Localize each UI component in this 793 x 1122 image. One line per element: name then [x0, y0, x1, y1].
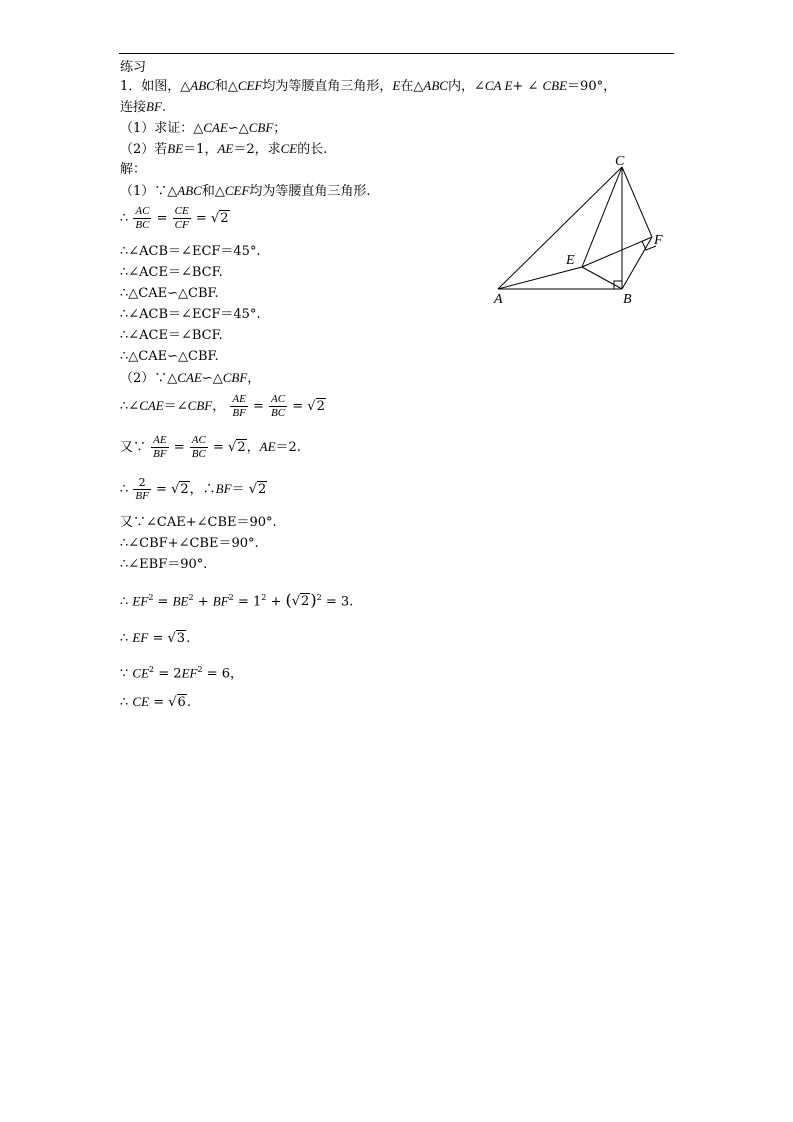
- label-f: F: [654, 233, 663, 248]
- solution-step-5: ∴△CAE∽△CBF.: [120, 286, 219, 301]
- problem-line-2: 连接BF.: [120, 99, 167, 115]
- solution-step-9: （2）∵△CAE∽△CBF，: [120, 370, 261, 386]
- section-header: 练习: [120, 60, 147, 75]
- solution-step-6: ∴∠ACB＝∠ECF＝45°.: [120, 307, 261, 322]
- segment-be: [582, 267, 622, 289]
- label-c: C: [615, 154, 625, 169]
- segment-cf: [622, 167, 652, 237]
- solution-step-1: （1）∵△ABC和△CEF均为等腰直角三角形.: [120, 183, 371, 199]
- solution-step-8: ∴△CAE∽△CBF.: [120, 349, 219, 364]
- label-a: A: [494, 292, 503, 307]
- sqrt-2: √2: [210, 211, 229, 226]
- solution-step-13: 又∵∠CAE+∠CBE＝90°.: [120, 515, 277, 530]
- solution-step-3: ∴∠ACB＝∠ECF＝45°.: [120, 244, 261, 259]
- solution-label: 解：: [120, 162, 147, 177]
- header-rule: [119, 53, 674, 54]
- problem-line-1: 1．如图，△ABC和△CEF均为等腰直角三角形，E在△ABC内，∠CA E+ ∠ CBE＝90°，: [120, 78, 617, 94]
- solution-step-10: ∴∠CAE＝∠CBF， $\frac{AE}{BF}$ = $\frac{AC}{BC}$ = √2: [120, 393, 325, 419]
- solution-step-16: ∴ $EF^2 = BE^2 + BF^2 = 1^2 + (√2)^2 = 3$.: [120, 590, 354, 610]
- label-e: E: [566, 253, 575, 268]
- question-2: （2）若BE＝1，AE＝2，求CE的长.: [120, 141, 328, 157]
- solution-step-7: ∴∠ACE＝∠BCF.: [120, 328, 223, 343]
- solution-step-15: ∴∠EBF＝90°.: [120, 557, 208, 572]
- solution-step-2: ∴ $\frac{AC}{BC}$ = $\frac{CE}{CF}$ = √2: [120, 205, 229, 231]
- question-1: （1）求证：△CAE∽△CBF；: [120, 120, 287, 136]
- segment-bf: [622, 237, 652, 289]
- solution-step-4: ∴∠ACE＝∠BCF.: [120, 265, 223, 280]
- solution-step-12: ∴ $\frac{2}{BF}$ = √2，∴BF＝ √2: [120, 476, 267, 502]
- solution-step-19: ∴ CE = √6.: [120, 694, 191, 710]
- solution-step-17: ∴ EF = √3.: [120, 630, 191, 646]
- segment-ae: [498, 267, 582, 289]
- solution-step-14: ∴∠CBF+∠CBE＝90°.: [120, 536, 259, 551]
- segment-ac: [498, 167, 622, 289]
- label-b: B: [623, 292, 632, 307]
- solution-step-11: 又∵ $\frac{AE}{BF}$ = $\frac{AC}{BC}$ = √2，AE＝2.: [120, 434, 301, 460]
- triangle-figure: [490, 150, 670, 310]
- solution-step-18: ∵ $CE^2 = 2EF^2 = 6$，: [120, 665, 244, 682]
